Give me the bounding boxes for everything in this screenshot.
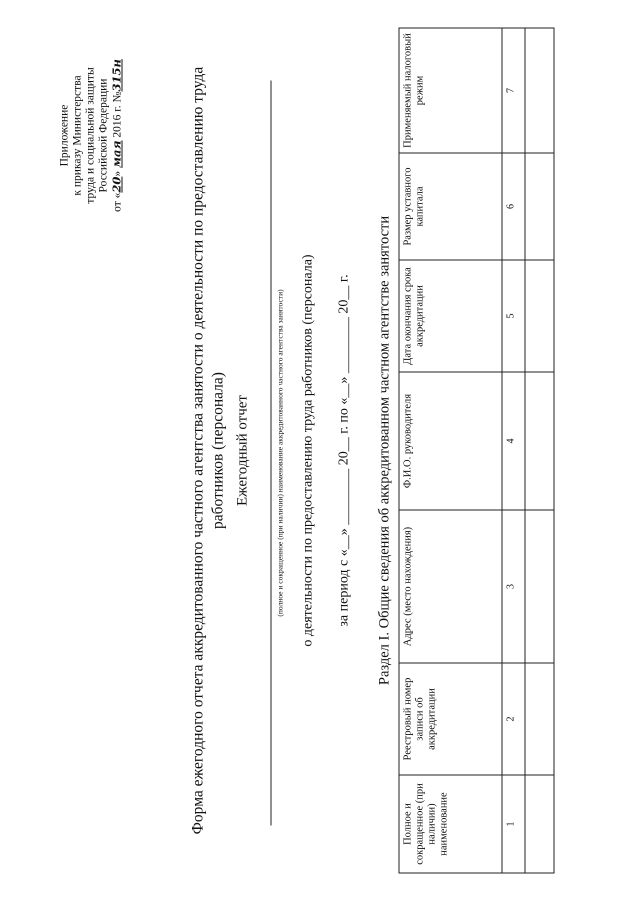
- column-number: 2: [502, 663, 525, 775]
- column-number: 7: [502, 28, 525, 153]
- agency-name-caption: (полное и сокращенное (при наличии) наименование аккредитованного частного агентства занятости): [275, 288, 284, 617]
- table-cell: [525, 28, 554, 153]
- form-title: Форма ежегодного отчета аккредитованного частного агентства занятости о деятельности по предоставлению труда работников (персонала): [189, 66, 226, 834]
- number-prefix: №: [111, 91, 123, 103]
- date-prefix: от «: [111, 192, 123, 212]
- agency-name-line: [270, 80, 271, 825]
- report-subtitle: Ежегодный отчет: [234, 394, 250, 506]
- table-cell: [525, 153, 554, 260]
- header-cell: Ф.И.О. руководителя: [399, 372, 502, 510]
- table-cell: [525, 372, 554, 510]
- table-cell: [525, 663, 554, 775]
- table-cell: [525, 260, 554, 372]
- appendix-date-line: [110, 35, 124, 235]
- column-number: 1: [502, 775, 525, 873]
- table-header-row: [399, 28, 502, 873]
- agency-info-table: [398, 27, 554, 873]
- table-cell: [525, 775, 554, 873]
- column-number: 6: [502, 153, 525, 260]
- header-cell: Дата окончания срока аккредитации: [399, 260, 502, 372]
- table-row: [525, 28, 554, 873]
- header-cell: Реестровый номер записи об аккредитации: [399, 663, 502, 775]
- header-cell: Адрес (место нахождения): [399, 510, 502, 663]
- appendix-line: труда и социальной защиты: [84, 66, 96, 204]
- header-cell: Полное и сокращенное (при наличии) наименование: [399, 775, 502, 873]
- appendix-line: к приказу Министерства: [71, 74, 83, 196]
- column-number: 5: [502, 260, 525, 372]
- section-title: Раздел I. Общие сведения об аккредитованном частном агентстве занятости: [376, 215, 392, 685]
- appendix-block: [58, 35, 124, 235]
- appendix-line: Российской Федерации: [97, 78, 109, 192]
- column-number: 4: [502, 372, 525, 510]
- date-mid: »: [111, 170, 123, 177]
- order-number: 315н: [109, 58, 123, 92]
- column-number-row: [502, 28, 525, 873]
- date-day: 20: [109, 176, 123, 193]
- date-month: мая: [109, 139, 123, 168]
- date-year: 2016 г.: [111, 104, 123, 138]
- period-line: за период с «__» ________ 20__ г. по «__» ________ 20__ г.: [336, 273, 351, 627]
- column-number: 3: [502, 510, 525, 663]
- header-cell: Размер уставного капитала: [399, 153, 502, 260]
- header-cell: Применяемый налоговый режим: [399, 28, 502, 153]
- table-cell: [525, 510, 554, 663]
- appendix-line: Приложение: [58, 104, 70, 166]
- activity-line: о деятельности по предоставлению труда работников (персонала): [300, 253, 315, 647]
